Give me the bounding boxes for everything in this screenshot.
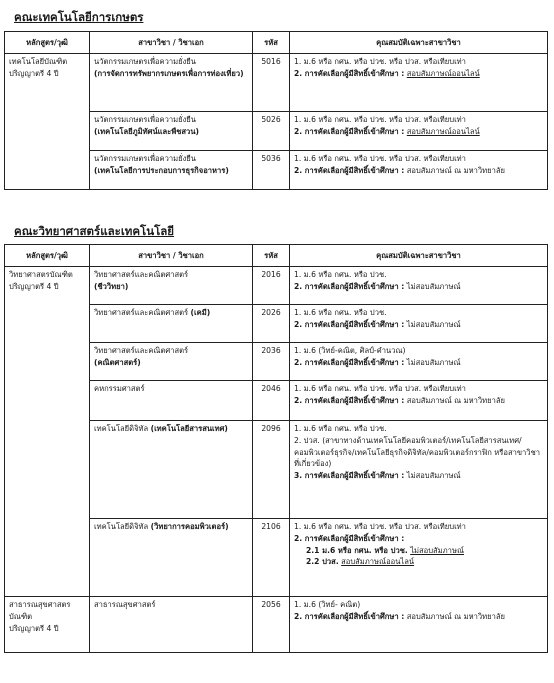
qualification-cell bbox=[290, 381, 548, 421]
major-cell bbox=[90, 305, 253, 343]
qualification-1: 1. ม.6 หรือ กศน. หรือ ปวช. หรือ ปวส. หรือเทียบเท่า bbox=[294, 57, 466, 66]
qualification-2: 2. การคัดเลือกผู้มีสิทธิ์เข้าศึกษา : สอบสัมภาษณ์ ณ มหาวิทยาลัย bbox=[294, 611, 505, 621]
code-cell: 2046 bbox=[253, 381, 290, 421]
major-name: นวัตกรรมเกษตรเพื่อความยั่งยืน bbox=[94, 154, 196, 163]
selection-method-link[interactable]: สอบสัมภาษณ์ออนไลน์ bbox=[341, 557, 415, 567]
major-track: (เคมี) bbox=[190, 308, 211, 317]
header-code: รหัส bbox=[253, 245, 290, 267]
program-name: วิทยาศาสตรบัณฑิต bbox=[9, 270, 73, 279]
faculty-sci-title: คณะวิทยาศาสตร์และเทคโนโลยี bbox=[14, 224, 175, 238]
qualification-2: 2. การคัดเลือกผู้มีสิทธิ์เข้าศึกษา : สอบสัมภาษณ์ ณ มหาวิทยาลัย bbox=[294, 165, 505, 175]
code-cell: 5026 bbox=[253, 112, 290, 151]
qualification-2: 2. การคัดเลือกผู้มีสิทธิ์เข้าศึกษา : ไม่สอบสัมภาษณ์ bbox=[294, 357, 461, 367]
header-major: สาขาวิชา / วิชาเอก bbox=[90, 245, 253, 267]
major-name: วิทยาศาสตร์และคณิตศาสตร์ bbox=[94, 270, 189, 279]
qualification-cell bbox=[290, 267, 548, 305]
qualification-cell bbox=[290, 305, 548, 343]
major-cell bbox=[90, 112, 253, 151]
program-cell bbox=[5, 597, 90, 653]
qualification-2-2: 2.2 ปวส. สอบสัมภาษณ์ออนไลน์ bbox=[306, 557, 415, 567]
major-track: (เทคโนโลยีการประกอบการธุรกิจอาหาร) bbox=[94, 165, 229, 175]
program-name-cont: บัณฑิต bbox=[9, 611, 33, 621]
header-code: รหัส bbox=[253, 32, 290, 54]
major-name: สาธารณสุขศาสตร์ bbox=[94, 600, 156, 609]
selection-method-link[interactable]: ไม่สอบสัมภาษณ์ bbox=[410, 545, 464, 555]
qualification-1: 1. ม.6 หรือ กศน. หรือ ปวช. หรือ ปวส. หรือเทียบเท่า bbox=[294, 384, 466, 393]
program-cell bbox=[5, 267, 90, 597]
qualification-cell bbox=[290, 519, 548, 597]
major-cell bbox=[90, 151, 253, 190]
major-name: เทคโนโลยีดิจิทัล bbox=[94, 522, 149, 531]
selection-method-link[interactable]: สอบสัมภาษณ์ออนไลน์ bbox=[406, 126, 480, 136]
major-name: วิทยาศาสตร์และคณิตศาสตร์ bbox=[94, 346, 189, 355]
major-cell bbox=[90, 421, 253, 519]
qualification-2: 2. การคัดเลือกผู้มีสิทธิ์เข้าศึกษา : ไม่สอบสัมภาษณ์ bbox=[294, 319, 461, 329]
code-cell: 5036 bbox=[253, 151, 290, 190]
major-name: คหกรรมศาสตร์ bbox=[94, 384, 145, 393]
table-header-row bbox=[5, 245, 548, 267]
program-cell bbox=[5, 54, 90, 190]
code-cell: 2096 bbox=[253, 421, 290, 519]
major-cell bbox=[90, 519, 253, 597]
code-cell: 2106 bbox=[253, 519, 290, 597]
qualification-cell bbox=[290, 421, 548, 519]
major-name: นวัตกรรมเกษตรเพื่อความยั่งยืน bbox=[94, 57, 196, 66]
qualification-1: 1. ม.6 หรือ กศน. หรือ ปวช. bbox=[294, 308, 387, 317]
major-cell bbox=[90, 343, 253, 381]
qualification-3: 3. การคัดเลือกผู้มีสิทธิ์เข้าศึกษา : ไม่สอบสัมภาษณ์ bbox=[294, 471, 461, 481]
table-header-row bbox=[5, 32, 548, 54]
program-name: สาธารณสุขศาสตร bbox=[9, 600, 71, 609]
major-cell bbox=[90, 54, 253, 112]
faculty-agri-title: คณะเทคโนโลยีการเกษตร bbox=[14, 10, 144, 24]
qualification-cell bbox=[290, 54, 548, 112]
qualification-1: 1. ม.6 หรือ กศน. หรือ ปวช. หรือ ปวส. หรือเทียบเท่า bbox=[294, 115, 466, 124]
qualification-cell bbox=[290, 112, 548, 151]
faculty-agri-table bbox=[4, 31, 548, 190]
program-name: เทคโนโลยีบัณฑิต bbox=[9, 57, 68, 66]
major-name: วิทยาศาสตร์และคณิตศาสตร์ bbox=[94, 308, 189, 317]
major-cell bbox=[90, 267, 253, 305]
program-degree: ปริญญาตรี 4 ปี bbox=[9, 68, 59, 78]
selection-method-link[interactable]: สอบสัมภาษณ์ออนไลน์ bbox=[406, 68, 480, 78]
code-cell: 2036 bbox=[253, 343, 290, 381]
qualification-1: 1. ม.6 หรือ กศน. หรือ ปวช. หรือ ปวส. หรือเทียบเท่า bbox=[294, 522, 466, 531]
code-cell: 5016 bbox=[253, 54, 290, 112]
program-degree: ปริญญาตรี 4 ปี bbox=[9, 623, 59, 633]
header-program: หลักสูตร/วุฒิ bbox=[5, 32, 90, 54]
major-cell bbox=[90, 381, 253, 421]
code-cell: 2016 bbox=[253, 267, 290, 305]
major-track: (เทคโนโลยีสารสนเทศ) bbox=[150, 424, 228, 433]
qualification-2: 2. ปวส. (สาขาทางด้านเทคโนโลยีคอมพิวเตอร์/เทคโนโลยีสารสนเทศ/คอมพิวเตอร์ธุรกิจ/เทคโนโลยีธุรกิจดิจิทัล/คอมพิวเตอร์กราฟิก หรือสาขาวิชาที่เกี่ยวข้อง) bbox=[294, 435, 540, 469]
qualification-cell bbox=[290, 597, 548, 653]
qualification-cell bbox=[290, 343, 548, 381]
header-major: สาขาวิชา / วิชาเอก bbox=[90, 32, 253, 54]
qualification-1: 1. ม.6 หรือ กศน. หรือ ปวช. bbox=[294, 424, 387, 433]
program-degree: ปริญญาตรี 4 ปี bbox=[9, 281, 59, 291]
major-name: เทคโนโลยีดิจิทัล bbox=[94, 424, 149, 433]
qualification-1: 1. ม.6 (วิทย์- คณิต) bbox=[294, 600, 361, 609]
qualification-2-1: 2.1 ม.6 หรือ กศน. หรือ ปวช. ไม่สอบสัมภาษณ์ bbox=[306, 545, 464, 555]
qualification-1: 1. ม.6 หรือ กศน. หรือ ปวช. bbox=[294, 270, 387, 279]
major-track: (คณิตศาสตร์) bbox=[94, 357, 141, 367]
qualification-2: 2. การคัดเลือกผู้มีสิทธิ์เข้าศึกษา : สอบสัมภาษณ์ออนไลน์ bbox=[294, 126, 480, 136]
qualification-2: 2. การคัดเลือกผู้มีสิทธิ์เข้าศึกษา : ไม่สอบสัมภาษณ์ bbox=[294, 281, 461, 291]
table-row bbox=[5, 54, 548, 112]
header-qualification: คุณสมบัติเฉพาะสาขาวิชา bbox=[290, 32, 548, 54]
qualification-1: 1. ม.6 (วิทย์-คณิต, ศิลป์-คำนวณ) bbox=[294, 346, 406, 355]
qualification-cell bbox=[290, 151, 548, 190]
header-program: หลักสูตร/วุฒิ bbox=[5, 245, 90, 267]
major-name: นวัตกรรมเกษตรเพื่อความยั่งยืน bbox=[94, 115, 196, 124]
code-cell: 2026 bbox=[253, 305, 290, 343]
major-track: (การจัดการทรัพยากรเกษตรเพื่อการท่องเที่ยว) bbox=[94, 68, 244, 78]
qualification-1: 1. ม.6 หรือ กศน. หรือ ปวช. หรือ ปวส. หรือเทียบเท่า bbox=[294, 154, 466, 163]
table-row bbox=[5, 597, 548, 653]
qualification-2: 2. การคัดเลือกผู้มีสิทธิ์เข้าศึกษา : bbox=[294, 533, 405, 543]
qualification-2: 2. การคัดเลือกผู้มีสิทธิ์เข้าศึกษา : สอบสัมภาษณ์ออนไลน์ bbox=[294, 68, 480, 78]
major-cell bbox=[90, 597, 253, 653]
major-track: (ชีววิทยา) bbox=[94, 281, 129, 291]
major-track: (เทคโนโลยีภูมิทัศน์และพืชสวน) bbox=[94, 126, 199, 136]
qualification-2: 2. การคัดเลือกผู้มีสิทธิ์เข้าศึกษา : สอบสัมภาษณ์ ณ มหาวิทยาลัย bbox=[294, 395, 505, 405]
faculty-sci-table bbox=[4, 244, 548, 653]
selection-method: สอบสัมภาษณ์ ณ มหาวิทยาลัย bbox=[406, 165, 505, 175]
major-track: (วิทยาการคอมพิวเตอร์) bbox=[150, 522, 229, 531]
header-qualification: คุณสมบัติเฉพาะสาขาวิชา bbox=[290, 245, 548, 267]
table-row bbox=[5, 267, 548, 305]
code-cell: 2056 bbox=[253, 597, 290, 653]
